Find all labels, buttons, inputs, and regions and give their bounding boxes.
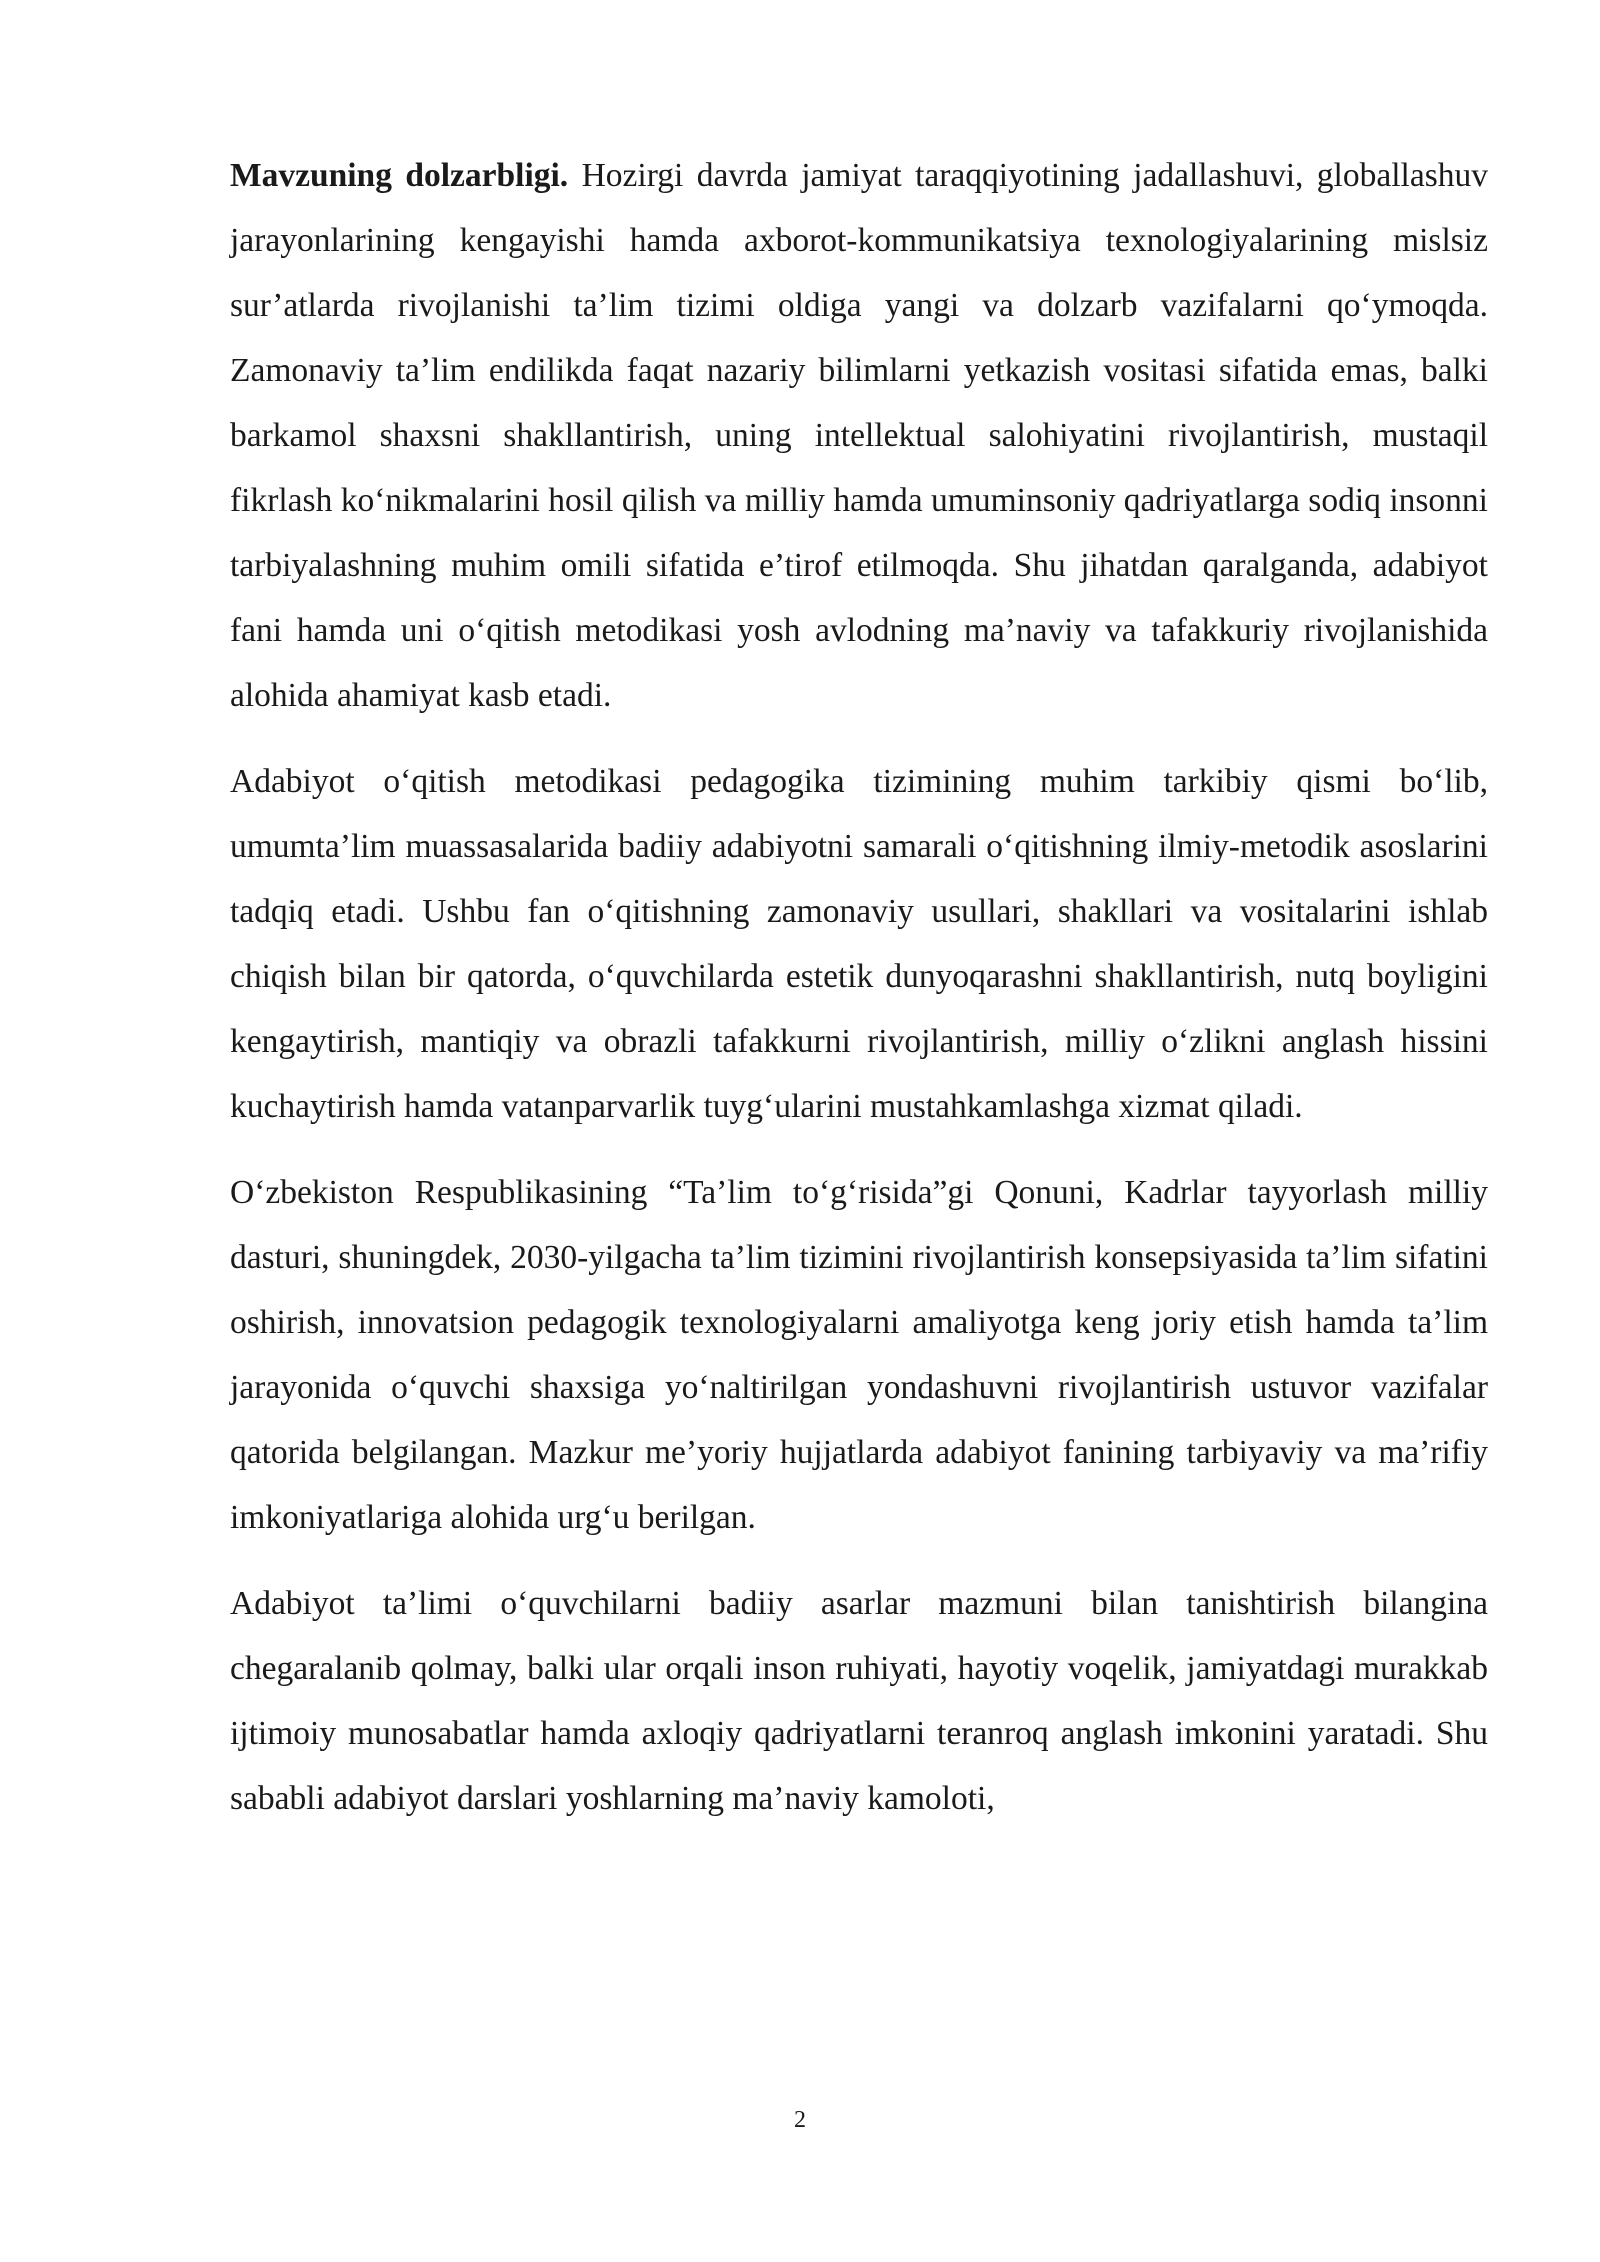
paragraph-relevance [230,143,1488,728]
document-body [230,143,1488,1852]
section-heading: Mavzuning dolzarbligi. [230,157,569,194]
paragraph-literature-education: Adabiyot ta’limi o‘quvchilarni badiiy asarlar mazmuni bilan tanishtirish bilangina chegaralanib qolmay, balki ular orqali inson ruhiyati, hayotiy voqelik, jamiyatdagi murakkab ijtimoiy munosabatlar hamda axloqiy qadriyatlarni teranroq anglash imkonini yaratadi. Shu sababli adabiyot darslari yoshlarning ma’naviy kamoloti, [230,1585,1488,1817]
paragraph-text: Hozirgi davrda jamiyat taraqqiyotining jadallashuvi, globallashuv jarayonlarining kengayishi hamda axborot-kommunikatsiya texnologiyalarining mislsiz sur’atlarda rivojlanishi ta’lim tizimi oldiga yangi va dolzarb vazifalarni qo‘ymoqda. Zamonaviy ta’lim endilikda faqat nazariy bilimlarni yetkazish vositasi sifatida emas, balki barkamol shaxsni shakllantirish, uning intellektual salohiyatini rivojlantirish, mustaqil fikrlash ko‘nikmalarini hosil qilish va milliy hamda umuminsoniy qadriyatlarga sodiq insonni tarbiyalashning muhim omili sifatida e’tirof etilmoqda. Shu jihatdan qaralganda, adabiyot fani hamda uni o‘qitish metodikasi yosh avlodning ma’naviy va tafakkuriy rivojlanishida alohida ahamiyat kasb etadi. [230,157,1488,714]
paragraph-legislation: O‘zbekiston Respublikasining “Ta’lim to‘g‘risida”gi Qonuni, Kadrlar tayyorlash milliy dasturi, shuningdek, 2030-yilgacha ta’lim tizimini rivojlantirish konsepsiyasida ta’lim sifatini oshirish, innovatsion pedagogik texnologiyalarni amaliyotga keng joriy etish hamda ta’lim jarayonida o‘quvchi shaxsiga yo‘naltirilgan yondashuvni rivojlantirish ustuvor vazifalar qatorida belgilangan. Mazkur me’yoriy hujjatlarda adabiyot fanining tarbiyaviy va ma’rifiy imkoniyatlariga alohida urg‘u berilgan. [230,1174,1488,1536]
paragraph-methodology: Adabiyot o‘qitish metodikasi pedagogika tizimining muhim tarkibiy qismi bo‘lib, umumta’lim muassasalarida badiiy adabiyotni samarali o‘qitishning ilmiy-metodik asoslarini tadqiq etadi. Ushbu fan o‘qitishning zamonaviy usullari, shakllari va vositalarini ishlab chiqish bilan bir qatorda, o‘quvchilarda estetik dunyoqarashni shakllantirish, nutq boyligini kengaytirish, mantiqiy va obrazli tafakkurni rivojlantirish, milliy o‘zlikni anglash hissini kuchaytirish hamda vatanparvarlik tuyg‘ularini mustahkamlashga xizmat qiladi. [230,763,1488,1125]
page-number: 2 [794,2107,806,2133]
